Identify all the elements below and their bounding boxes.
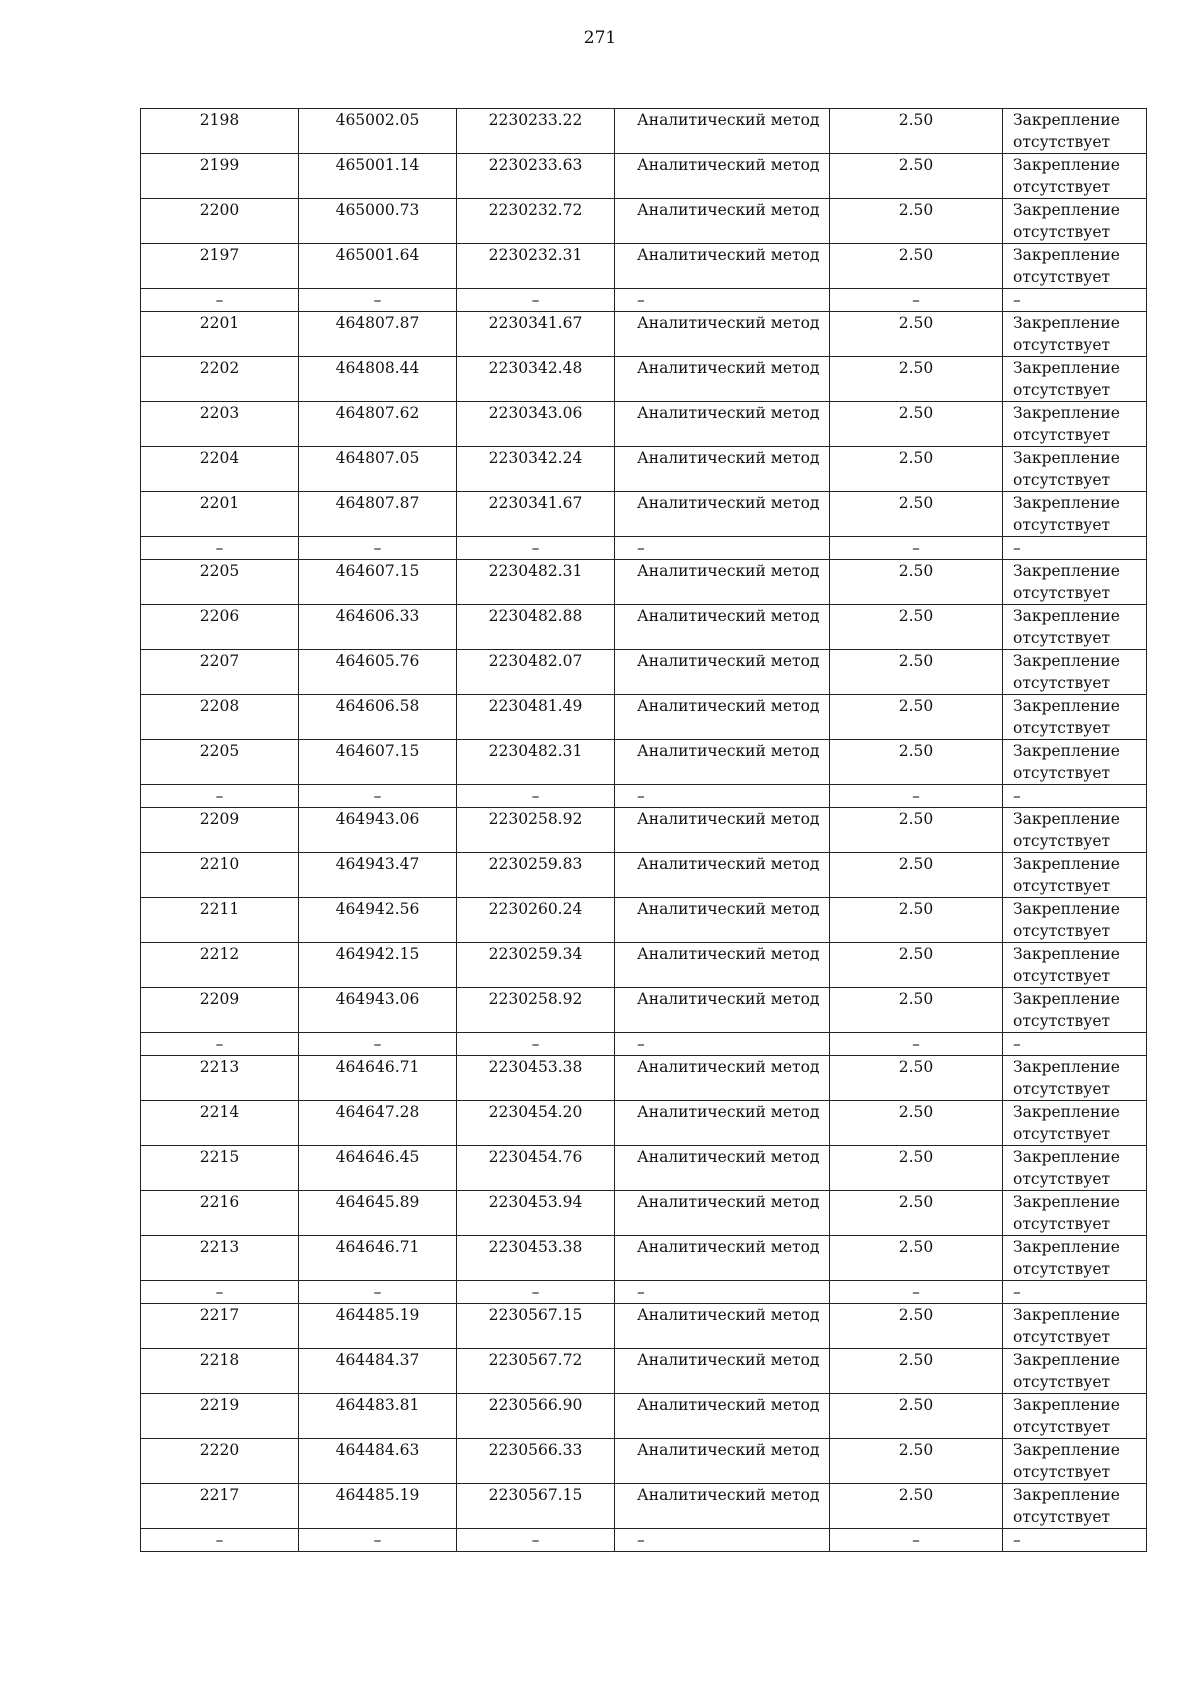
accuracy-cell: 2.50 (830, 199, 1003, 244)
y-coordinate-cell: 2230259.34 (457, 943, 615, 988)
table-row (141, 898, 1147, 943)
x-coordinate-cell: 464645.89 (299, 1191, 457, 1236)
method-cell: Аналитический метод (615, 244, 830, 289)
y-coordinate-cell: 2230233.22 (457, 109, 615, 154)
table-row (141, 740, 1147, 785)
y-coordinate-cell: 2230482.88 (457, 605, 615, 650)
separator-cell: – (1003, 537, 1147, 560)
method-cell: Аналитический метод (615, 808, 830, 853)
status-cell: Закрепление отсутствует (1003, 1349, 1147, 1394)
y-coordinate-cell: 2230453.38 (457, 1056, 615, 1101)
x-coordinate-cell: 464605.76 (299, 650, 457, 695)
accuracy-cell: 2.50 (830, 1349, 1003, 1394)
separator-cell: – (615, 537, 830, 560)
separator-cell: – (457, 785, 615, 808)
y-coordinate-cell: 2230566.90 (457, 1394, 615, 1439)
point-number-cell: 2216 (141, 1191, 299, 1236)
status-cell: Закрепление отсутствует (1003, 1056, 1147, 1101)
point-number-cell: 2217 (141, 1304, 299, 1349)
point-number-cell: 2213 (141, 1236, 299, 1281)
accuracy-cell: 2.50 (830, 109, 1003, 154)
table-row (141, 650, 1147, 695)
separator-cell: – (1003, 289, 1147, 312)
status-cell: Закрепление отсутствует (1003, 199, 1147, 244)
accuracy-cell: 2.50 (830, 853, 1003, 898)
point-number-cell: 2212 (141, 943, 299, 988)
status-cell: Закрепление отсутствует (1003, 357, 1147, 402)
x-coordinate-cell: 464807.05 (299, 447, 457, 492)
method-cell: Аналитический метод (615, 492, 830, 537)
accuracy-cell: 2.50 (830, 1236, 1003, 1281)
separator-cell: – (141, 1281, 299, 1304)
x-coordinate-cell: 464808.44 (299, 357, 457, 402)
point-number-cell: 2197 (141, 244, 299, 289)
method-cell: Аналитический метод (615, 109, 830, 154)
x-coordinate-cell: 464943.06 (299, 988, 457, 1033)
x-coordinate-cell: 464606.33 (299, 605, 457, 650)
separator-cell: – (457, 537, 615, 560)
y-coordinate-cell: 2230454.76 (457, 1146, 615, 1191)
separator-cell: – (299, 537, 457, 560)
accuracy-cell: 2.50 (830, 650, 1003, 695)
table-row (141, 943, 1147, 988)
x-coordinate-cell: 464607.15 (299, 560, 457, 605)
status-cell: Закрепление отсутствует (1003, 560, 1147, 605)
y-coordinate-cell: 2230567.15 (457, 1304, 615, 1349)
separator-row (141, 1529, 1147, 1552)
y-coordinate-cell: 2230259.83 (457, 853, 615, 898)
separator-cell: – (615, 289, 830, 312)
accuracy-cell: 2.50 (830, 1304, 1003, 1349)
point-number-cell: 2205 (141, 740, 299, 785)
separator-cell: – (299, 1529, 457, 1552)
separator-cell: – (1003, 785, 1147, 808)
x-coordinate-cell: 464646.71 (299, 1236, 457, 1281)
point-number-cell: 2218 (141, 1349, 299, 1394)
table-row (141, 402, 1147, 447)
separator-row (141, 1281, 1147, 1304)
table-row (141, 560, 1147, 605)
y-coordinate-cell: 2230342.48 (457, 357, 615, 402)
method-cell: Аналитический метод (615, 695, 830, 740)
accuracy-cell: 2.50 (830, 357, 1003, 402)
status-cell: Закрепление отсутствует (1003, 740, 1147, 785)
status-cell: Закрепление отсутствует (1003, 695, 1147, 740)
status-cell: Закрепление отсутствует (1003, 1101, 1147, 1146)
x-coordinate-cell: 464807.62 (299, 402, 457, 447)
x-coordinate-cell: 464485.19 (299, 1484, 457, 1529)
method-cell: Аналитический метод (615, 1236, 830, 1281)
point-number-cell: 2206 (141, 605, 299, 650)
x-coordinate-cell: 464607.15 (299, 740, 457, 785)
table-row (141, 447, 1147, 492)
accuracy-cell: 2.50 (830, 1056, 1003, 1101)
point-number-cell: 2209 (141, 988, 299, 1033)
point-number-cell: 2198 (141, 109, 299, 154)
y-coordinate-cell: 2230566.33 (457, 1439, 615, 1484)
separator-cell: – (141, 289, 299, 312)
method-cell: Аналитический метод (615, 447, 830, 492)
y-coordinate-cell: 2230482.07 (457, 650, 615, 695)
accuracy-cell: 2.50 (830, 1439, 1003, 1484)
accuracy-cell: 2.50 (830, 898, 1003, 943)
table-row (141, 199, 1147, 244)
table-row (141, 492, 1147, 537)
separator-cell: – (830, 785, 1003, 808)
table-row (141, 853, 1147, 898)
method-cell: Аналитический метод (615, 312, 830, 357)
accuracy-cell: 2.50 (830, 605, 1003, 650)
separator-cell: – (141, 1529, 299, 1552)
status-cell: Закрепление отсутствует (1003, 244, 1147, 289)
accuracy-cell: 2.50 (830, 808, 1003, 853)
y-coordinate-cell: 2230453.94 (457, 1191, 615, 1236)
separator-cell: – (830, 1033, 1003, 1056)
method-cell: Аналитический метод (615, 357, 830, 402)
point-number-cell: 2200 (141, 199, 299, 244)
status-cell: Закрепление отсутствует (1003, 1439, 1147, 1484)
y-coordinate-cell: 2230260.24 (457, 898, 615, 943)
method-cell: Аналитический метод (615, 898, 830, 943)
separator-row (141, 289, 1147, 312)
y-coordinate-cell: 2230232.31 (457, 244, 615, 289)
status-cell: Закрепление отсутствует (1003, 898, 1147, 943)
table-row (141, 1101, 1147, 1146)
table-row (141, 1304, 1147, 1349)
method-cell: Аналитический метод (615, 199, 830, 244)
status-cell: Закрепление отсутствует (1003, 402, 1147, 447)
status-cell: Закрепление отсутствует (1003, 1394, 1147, 1439)
method-cell: Аналитический метод (615, 605, 830, 650)
accuracy-cell: 2.50 (830, 1101, 1003, 1146)
method-cell: Аналитический метод (615, 1304, 830, 1349)
status-cell: Закрепление отсутствует (1003, 853, 1147, 898)
separator-cell: – (615, 1281, 830, 1304)
table-row (141, 1439, 1147, 1484)
method-cell: Аналитический метод (615, 402, 830, 447)
y-coordinate-cell: 2230482.31 (457, 740, 615, 785)
x-coordinate-cell: 464807.87 (299, 312, 457, 357)
separator-cell: – (1003, 1033, 1147, 1056)
x-coordinate-cell: 464942.56 (299, 898, 457, 943)
y-coordinate-cell: 2230454.20 (457, 1101, 615, 1146)
y-coordinate-cell: 2230342.24 (457, 447, 615, 492)
point-number-cell: 2202 (141, 357, 299, 402)
status-cell: Закрепление отсутствует (1003, 1304, 1147, 1349)
point-number-cell: 2208 (141, 695, 299, 740)
method-cell: Аналитический метод (615, 853, 830, 898)
x-coordinate-cell: 465001.64 (299, 244, 457, 289)
separator-cell: – (457, 1281, 615, 1304)
status-cell: Закрепление отсутствует (1003, 650, 1147, 695)
point-number-cell: 2204 (141, 447, 299, 492)
status-cell: Закрепление отсутствует (1003, 312, 1147, 357)
accuracy-cell: 2.50 (830, 244, 1003, 289)
y-coordinate-cell: 2230481.49 (457, 695, 615, 740)
x-coordinate-cell: 464606.58 (299, 695, 457, 740)
status-cell: Закрепление отсутствует (1003, 988, 1147, 1033)
accuracy-cell: 2.50 (830, 154, 1003, 199)
point-number-cell: 2215 (141, 1146, 299, 1191)
separator-cell: – (299, 1033, 457, 1056)
table-row (141, 1191, 1147, 1236)
separator-cell: – (299, 289, 457, 312)
y-coordinate-cell: 2230233.63 (457, 154, 615, 199)
accuracy-cell: 2.50 (830, 1146, 1003, 1191)
separator-cell: – (299, 785, 457, 808)
table-row (141, 312, 1147, 357)
method-cell: Аналитический метод (615, 1439, 830, 1484)
point-number-cell: 2199 (141, 154, 299, 199)
method-cell: Аналитический метод (615, 1191, 830, 1236)
separator-cell: – (830, 289, 1003, 312)
method-cell: Аналитический метод (615, 1056, 830, 1101)
point-number-cell: 2203 (141, 402, 299, 447)
x-coordinate-cell: 465000.73 (299, 199, 457, 244)
y-coordinate-cell: 2230232.72 (457, 199, 615, 244)
separator-cell: – (830, 1281, 1003, 1304)
coordinates-table (140, 108, 1147, 1552)
status-cell: Закрепление отсутствует (1003, 1484, 1147, 1529)
status-cell: Закрепление отсутствует (1003, 447, 1147, 492)
separator-cell: – (1003, 1529, 1147, 1552)
accuracy-cell: 2.50 (830, 312, 1003, 357)
accuracy-cell: 2.50 (830, 943, 1003, 988)
separator-cell: – (457, 1529, 615, 1552)
separator-cell: – (299, 1281, 457, 1304)
status-cell: Закрепление отсутствует (1003, 1146, 1147, 1191)
method-cell: Аналитический метод (615, 1484, 830, 1529)
separator-cell: – (1003, 1281, 1147, 1304)
table-row (141, 988, 1147, 1033)
y-coordinate-cell: 2230258.92 (457, 808, 615, 853)
y-coordinate-cell: 2230258.92 (457, 988, 615, 1033)
accuracy-cell: 2.50 (830, 1484, 1003, 1529)
table-row (141, 357, 1147, 402)
point-number-cell: 2207 (141, 650, 299, 695)
x-coordinate-cell: 464646.71 (299, 1056, 457, 1101)
method-cell: Аналитический метод (615, 943, 830, 988)
y-coordinate-cell: 2230341.67 (457, 492, 615, 537)
point-number-cell: 2219 (141, 1394, 299, 1439)
method-cell: Аналитический метод (615, 988, 830, 1033)
y-coordinate-cell: 2230482.31 (457, 560, 615, 605)
y-coordinate-cell: 2230341.67 (457, 312, 615, 357)
accuracy-cell: 2.50 (830, 560, 1003, 605)
table-row (141, 1146, 1147, 1191)
table-row (141, 695, 1147, 740)
status-cell: Закрепление отсутствует (1003, 1191, 1147, 1236)
x-coordinate-cell: 464484.63 (299, 1439, 457, 1484)
status-cell: Закрепление отсутствует (1003, 109, 1147, 154)
point-number-cell: 2210 (141, 853, 299, 898)
method-cell: Аналитический метод (615, 1394, 830, 1439)
y-coordinate-cell: 2230343.06 (457, 402, 615, 447)
accuracy-cell: 2.50 (830, 492, 1003, 537)
table-row (141, 109, 1147, 154)
accuracy-cell: 2.50 (830, 695, 1003, 740)
point-number-cell: 2211 (141, 898, 299, 943)
x-coordinate-cell: 465002.05 (299, 109, 457, 154)
table-row (141, 808, 1147, 853)
x-coordinate-cell: 464943.06 (299, 808, 457, 853)
table-row (141, 605, 1147, 650)
method-cell: Аналитический метод (615, 1101, 830, 1146)
separator-cell: – (830, 1529, 1003, 1552)
separator-cell: – (141, 1033, 299, 1056)
point-number-cell: 2201 (141, 492, 299, 537)
x-coordinate-cell: 465001.14 (299, 154, 457, 199)
method-cell: Аналитический метод (615, 560, 830, 605)
point-number-cell: 2201 (141, 312, 299, 357)
separator-cell: – (830, 537, 1003, 560)
status-cell: Закрепление отсутствует (1003, 154, 1147, 199)
separator-row (141, 785, 1147, 808)
status-cell: Закрепление отсутствует (1003, 605, 1147, 650)
separator-row (141, 1033, 1147, 1056)
accuracy-cell: 2.50 (830, 740, 1003, 785)
status-cell: Закрепление отсутствует (1003, 492, 1147, 537)
point-number-cell: 2209 (141, 808, 299, 853)
point-number-cell: 2220 (141, 1439, 299, 1484)
accuracy-cell: 2.50 (830, 1191, 1003, 1236)
table-row (141, 244, 1147, 289)
accuracy-cell: 2.50 (830, 988, 1003, 1033)
table-row (141, 1349, 1147, 1394)
x-coordinate-cell: 464485.19 (299, 1304, 457, 1349)
separator-cell: – (615, 1033, 830, 1056)
status-cell: Закрепление отсутствует (1003, 943, 1147, 988)
separator-cell: – (457, 289, 615, 312)
x-coordinate-cell: 464483.81 (299, 1394, 457, 1439)
point-number-cell: 2214 (141, 1101, 299, 1146)
separator-cell: – (141, 537, 299, 560)
method-cell: Аналитический метод (615, 650, 830, 695)
table-row (141, 154, 1147, 199)
status-cell: Закрепление отсутствует (1003, 808, 1147, 853)
accuracy-cell: 2.50 (830, 402, 1003, 447)
x-coordinate-cell: 464647.28 (299, 1101, 457, 1146)
x-coordinate-cell: 464807.87 (299, 492, 457, 537)
y-coordinate-cell: 2230567.72 (457, 1349, 615, 1394)
status-cell: Закрепление отсутствует (1003, 1236, 1147, 1281)
method-cell: Аналитический метод (615, 154, 830, 199)
x-coordinate-cell: 464646.45 (299, 1146, 457, 1191)
accuracy-cell: 2.50 (830, 447, 1003, 492)
method-cell: Аналитический метод (615, 740, 830, 785)
coordinates-table-body (141, 109, 1147, 1552)
x-coordinate-cell: 464942.15 (299, 943, 457, 988)
point-number-cell: 2217 (141, 1484, 299, 1529)
point-number-cell: 2205 (141, 560, 299, 605)
accuracy-cell: 2.50 (830, 1394, 1003, 1439)
method-cell: Аналитический метод (615, 1146, 830, 1191)
table-row (141, 1394, 1147, 1439)
page-number: 271 (583, 28, 617, 48)
method-cell: Аналитический метод (615, 1349, 830, 1394)
y-coordinate-cell: 2230453.38 (457, 1236, 615, 1281)
separator-row (141, 537, 1147, 560)
separator-cell: – (615, 785, 830, 808)
separator-cell: – (457, 1033, 615, 1056)
separator-cell: – (141, 785, 299, 808)
table-row (141, 1056, 1147, 1101)
table-row (141, 1484, 1147, 1529)
table-row (141, 1236, 1147, 1281)
y-coordinate-cell: 2230567.15 (457, 1484, 615, 1529)
x-coordinate-cell: 464484.37 (299, 1349, 457, 1394)
separator-cell: – (615, 1529, 830, 1552)
point-number-cell: 2213 (141, 1056, 299, 1101)
x-coordinate-cell: 464943.47 (299, 853, 457, 898)
